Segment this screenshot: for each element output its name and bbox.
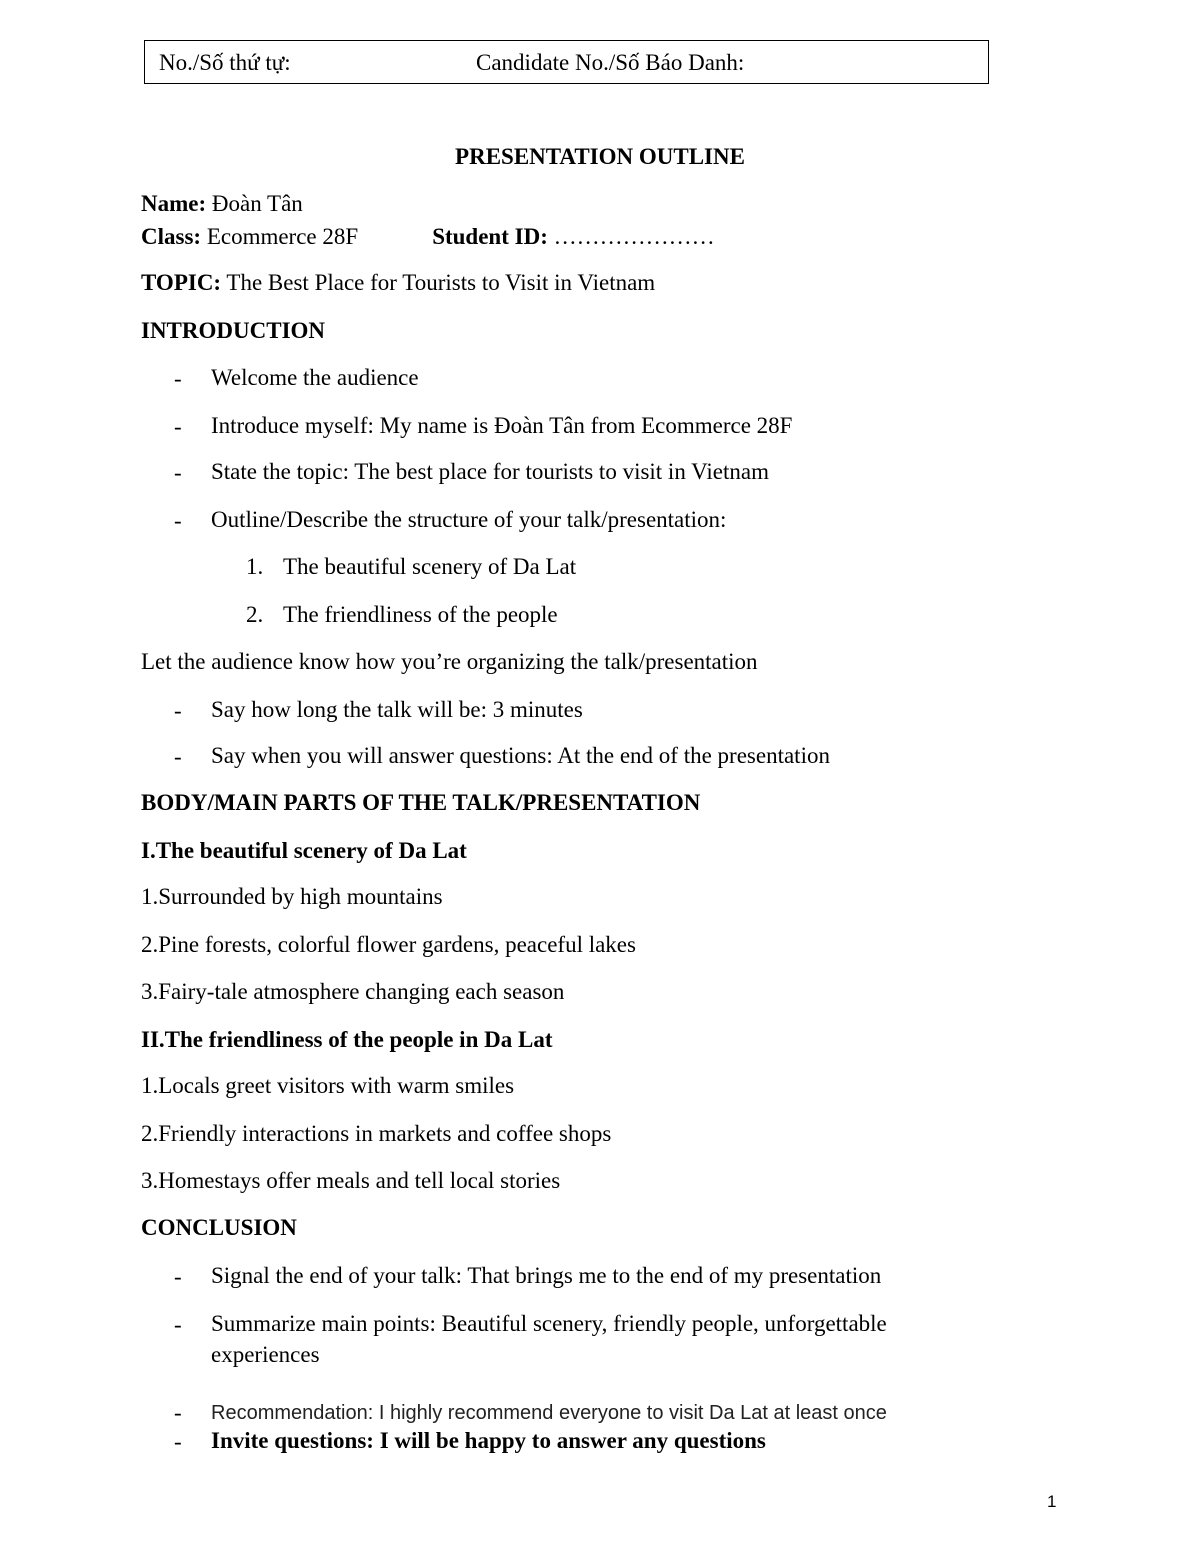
numbered-marker: 1.	[246, 554, 264, 579]
page-number: 1	[1047, 1492, 1057, 1511]
conclusion-signal: Signal the end of your talk: That brings me to the end of my presentation	[211, 1263, 882, 1288]
intro-bullet-outline: Outline/Describe the structure of your talk/presentation:	[211, 507, 727, 532]
bullet-dash: -	[174, 698, 182, 723]
bullet-dash: -	[174, 366, 182, 391]
intro-bullet-introduce: Introduce myself: My name is Đoàn Tân from Ecommerce 28F	[211, 413, 793, 438]
bullet-dash: -	[174, 1429, 182, 1454]
organizing-line: Let the audience know how you’re organizing the talk/presentation	[141, 649, 758, 674]
intro-bullet-topic: State the topic: The best place for tourists to visit in Vietnam	[211, 459, 769, 484]
bullet-dash: -	[174, 1312, 182, 1337]
candidate-header-box	[144, 40, 989, 84]
bullet-dash: -	[174, 1400, 182, 1425]
name-value: Đoàn Tân	[206, 191, 303, 216]
numbered-marker: 2.	[246, 602, 264, 627]
topic-label: TOPIC:	[141, 270, 222, 295]
body-part1-heading: I.The beautiful scenery of Da Lat	[141, 838, 467, 863]
introduction-heading: INTRODUCTION	[141, 318, 326, 343]
intro-bullet-questions: Say when you will answer questions: At the end of the presentation	[211, 743, 830, 768]
body-part2-heading: II.The friendliness of the people in Da Lat	[141, 1027, 553, 1052]
body-part2-item: 1.Locals greet visitors with warm smiles	[141, 1073, 515, 1098]
conclusion-summary-continued: experiences	[211, 1342, 320, 1367]
bullet-dash: -	[174, 460, 182, 485]
intro-bullet-length: Say how long the talk will be: 3 minutes	[211, 697, 583, 722]
order-number-label: No./Số thứ tự:	[159, 50, 291, 75]
body-part2-item: 3.Homestays offer meals and tell local stories	[141, 1168, 561, 1193]
body-part1-item: 1.Surrounded by high mountains	[141, 884, 443, 909]
topic-line	[141, 270, 655, 296]
topic-value: The Best Place for Tourists to Visit in Vietnam	[221, 270, 656, 295]
name-label: Name:	[141, 191, 207, 216]
intro-bullet-welcome: Welcome the audience	[211, 365, 419, 390]
bullet-dash: -	[174, 1264, 182, 1289]
class-label: Class:	[141, 224, 202, 249]
conclusion-summary: Summarize main points: Beautiful scenery, friendly people, unforgettable	[211, 1311, 887, 1336]
outline-item-scenery: The beautiful scenery of Da Lat	[283, 554, 577, 579]
body-part2-item: 2.Friendly interactions in markets and coffee shops	[141, 1121, 612, 1146]
outline-item-friendliness: The friendliness of the people	[283, 602, 558, 627]
conclusion-recommendation: Recommendation: I highly recommend everyone to visit Da Lat at least once	[211, 1402, 887, 1424]
bullet-dash: -	[174, 508, 182, 533]
student-id-value: …………………	[547, 224, 715, 249]
conclusion-heading: CONCLUSION	[141, 1215, 297, 1240]
body-heading: BODY/MAIN PARTS OF THE TALK/PRESENTATION	[141, 790, 701, 815]
body-part1-item: 3.Fairy-tale atmosphere changing each season	[141, 979, 565, 1004]
name-line	[141, 191, 303, 217]
class-value: Ecommerce 28F	[201, 224, 359, 249]
page-title: PRESENTATION OUTLINE	[455, 144, 745, 169]
candidate-number-label: Candidate No./Số Báo Danh:	[476, 50, 745, 75]
bullet-dash: -	[174, 414, 182, 439]
class-line	[141, 224, 715, 250]
body-part1-item: 2.Pine forests, colorful flower gardens, peaceful lakes	[141, 932, 636, 957]
bullet-dash: -	[174, 744, 182, 769]
student-id-label: Student ID:	[432, 224, 548, 249]
conclusion-invite: Invite questions: I will be happy to answer any questions	[211, 1428, 766, 1453]
